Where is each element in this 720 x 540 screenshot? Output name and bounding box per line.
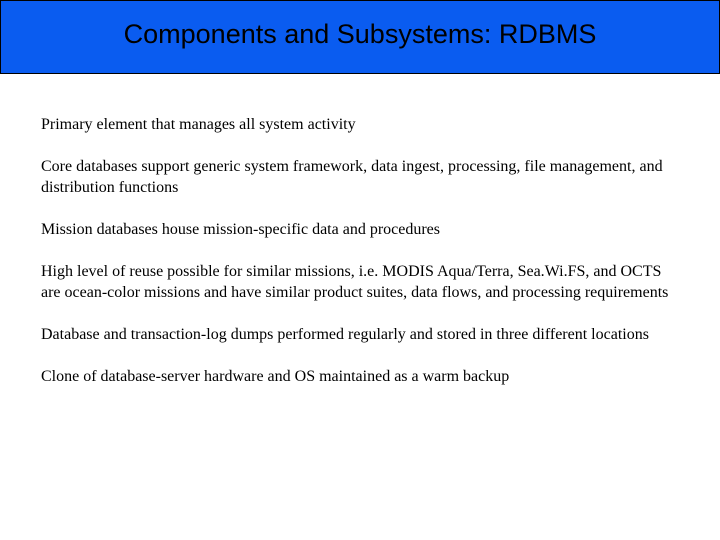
bullet-reuse: High level of reuse possible for similar missions, i.e. MODIS Aqua/Terra, Sea.Wi.FS, and OCTS are ocean-color missions and have similar product suites, data flows, and processing requirements	[41, 263, 669, 301]
bullet-list	[41, 114, 681, 408]
bullet-core-databases: Core databases support generic system framework, data ingest, processing, file management, and distribution functions	[41, 158, 663, 196]
bullet-mission-databases: Mission databases house mission-specific data and procedures	[41, 221, 441, 238]
bullet-clone-backup: Clone of database-server hardware and OS maintained as a warm backup	[41, 368, 510, 385]
bullet-primary-element: Primary element that manages all system activity	[41, 116, 356, 133]
slide-title: Components and Subsystems: RDBMS	[123, 18, 597, 49]
title-bar	[0, 0, 720, 74]
bullet-dumps: Database and transaction-log dumps performed regularly and stored in three different locations	[41, 326, 649, 343]
